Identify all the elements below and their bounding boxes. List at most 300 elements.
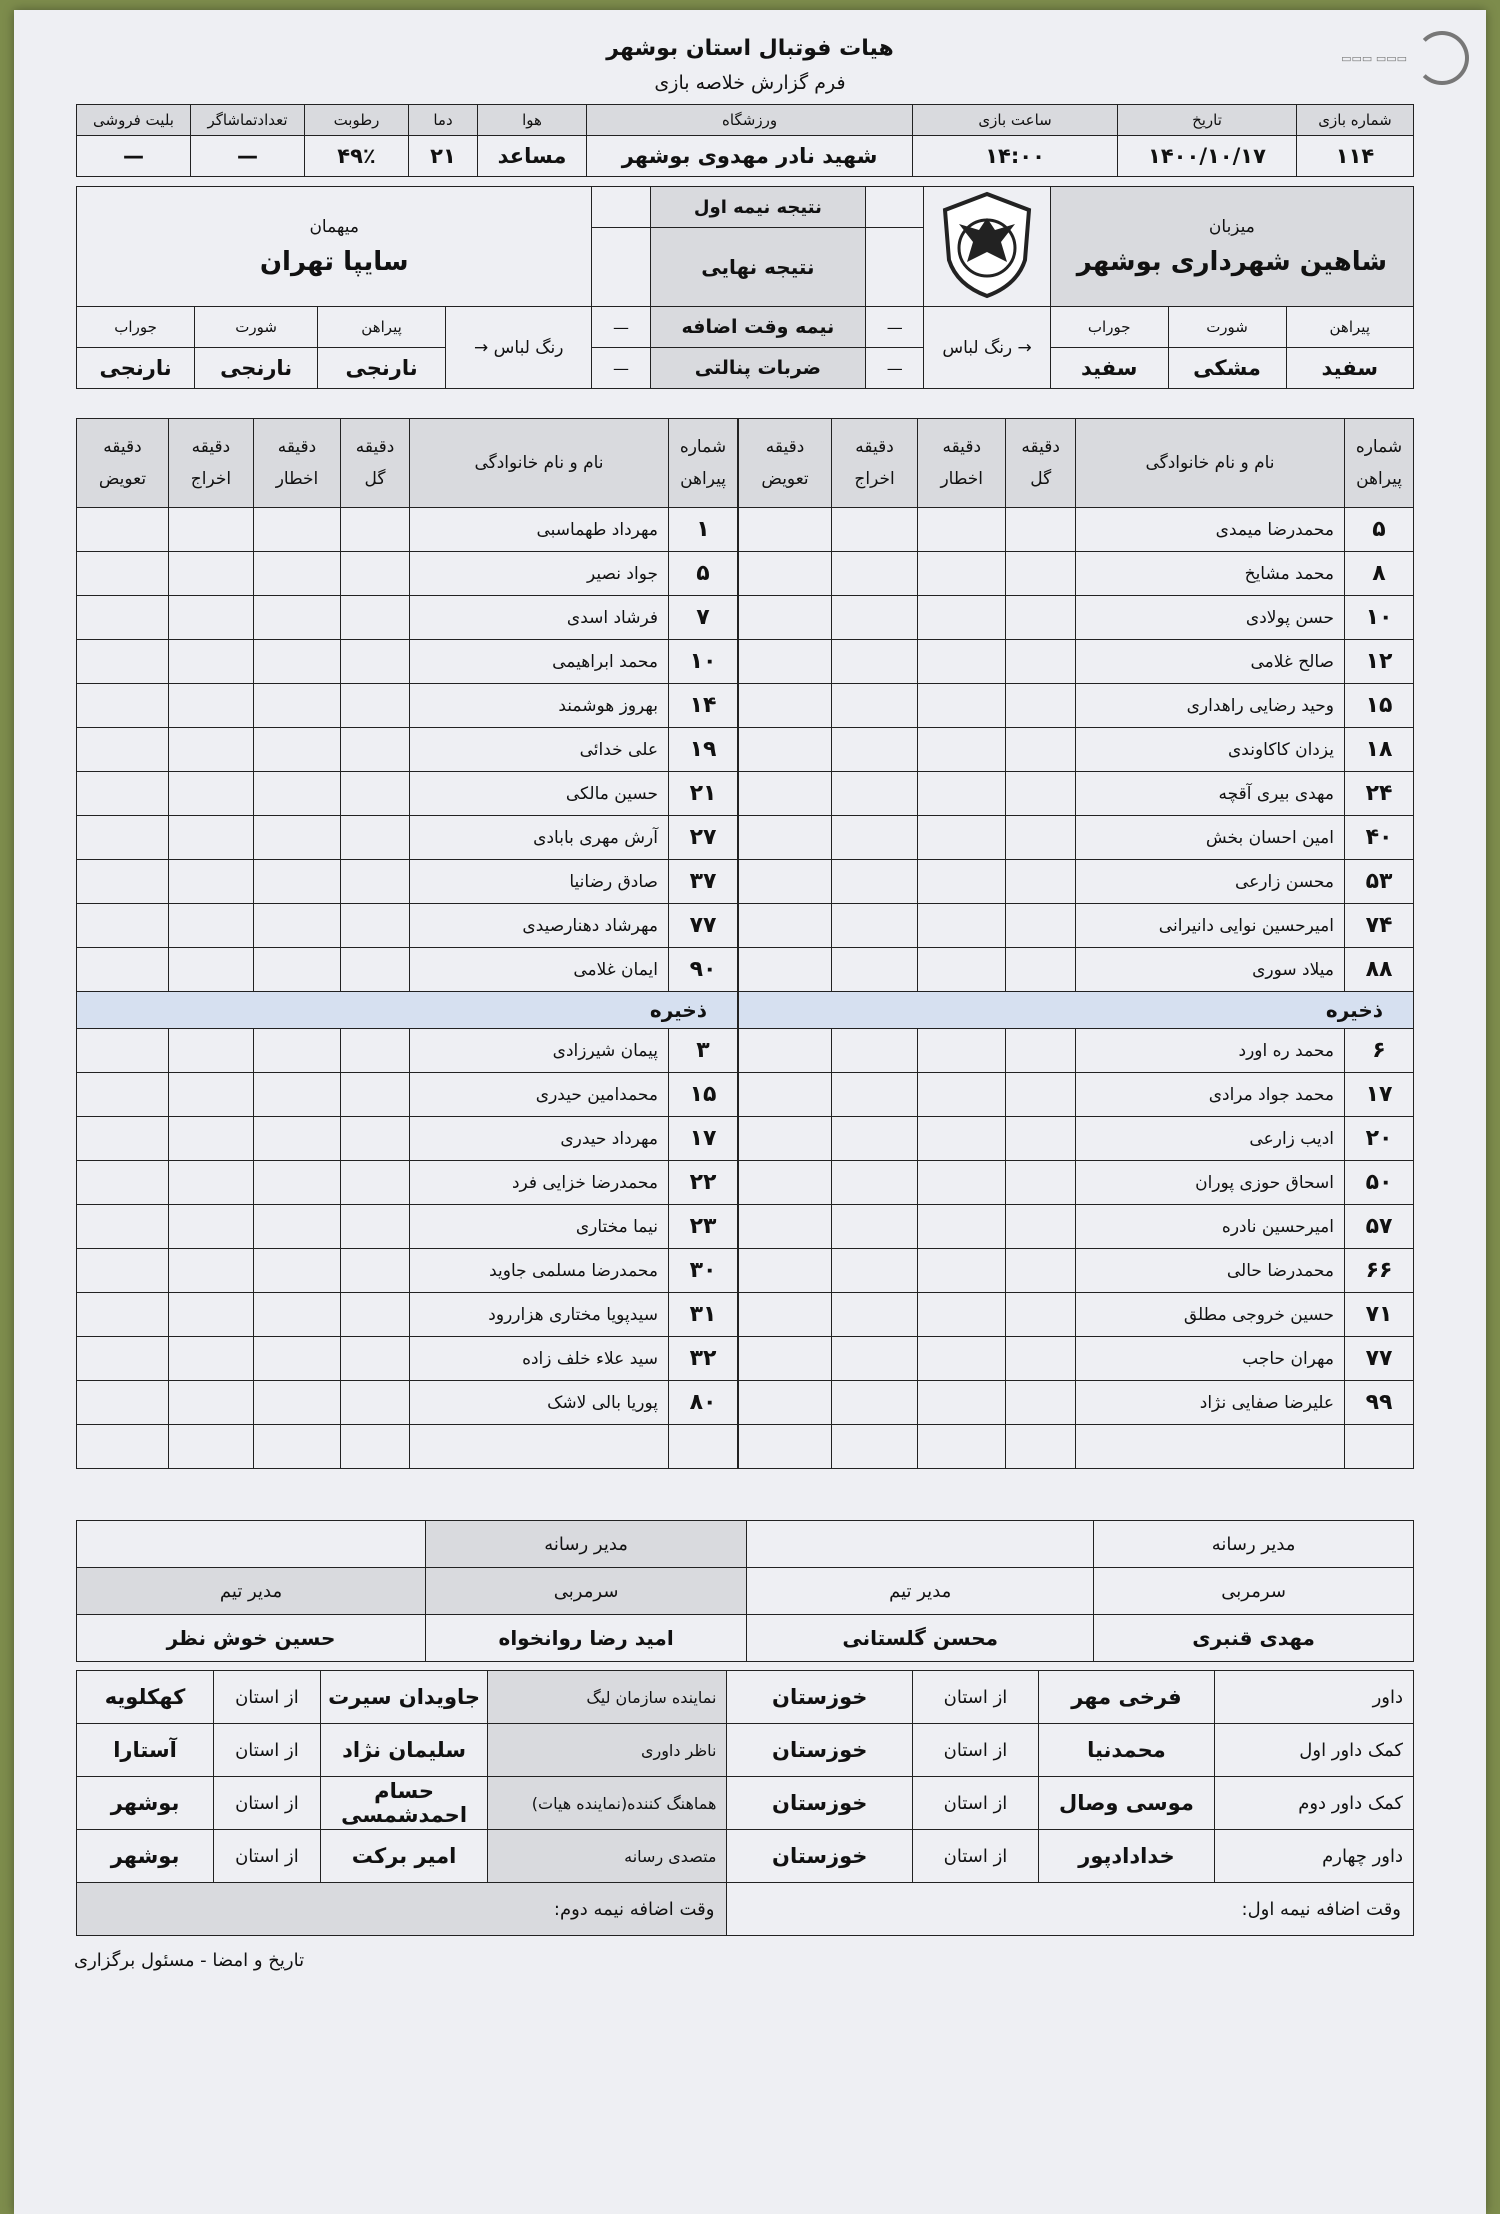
table-row bbox=[77, 508, 738, 552]
guest-sub-minute bbox=[77, 684, 169, 728]
guest-jersey-number: ۲۱ bbox=[669, 772, 738, 816]
guest-reserve-player-name: مهرداد حیدری bbox=[410, 1117, 669, 1161]
table-row bbox=[739, 816, 1414, 860]
guest-sub-minute bbox=[77, 552, 169, 596]
host-manager-label: مدیر تیم bbox=[747, 1568, 1094, 1615]
guest-goal-minute bbox=[341, 904, 410, 948]
guest-sub-minute bbox=[77, 640, 169, 684]
from-province-label: از استان bbox=[913, 1777, 1039, 1830]
guest-goal-minute bbox=[341, 640, 410, 684]
host-reserve-sub-minute bbox=[739, 1249, 832, 1293]
guest-reserve-player-name: پیمان شیرزادی bbox=[410, 1029, 669, 1073]
host-media-manager-label: مدیر رسانه bbox=[1094, 1521, 1414, 1568]
host-reserve-jersey-number: ۵۰ bbox=[1345, 1161, 1414, 1205]
official-role: کمک داور اول bbox=[1214, 1724, 1413, 1777]
guest-reserve-player-name: پوریا بالی لاشک bbox=[410, 1381, 669, 1425]
host-reserve-warn-minute bbox=[918, 1205, 1006, 1249]
guest-warn-minute bbox=[253, 728, 340, 772]
host-goal-minute bbox=[1006, 816, 1076, 860]
signature-line: تاریخ و امضا - مسئول برگزاری bbox=[74, 1950, 305, 1971]
guest-reserve-warn-minute bbox=[253, 1425, 340, 1469]
guest-reserve-player-name: محمدرضا مسلمی جاوید bbox=[410, 1249, 669, 1293]
guest-reserve-goal-minute bbox=[341, 1161, 410, 1205]
host-reserve-jersey-number: ۱۷ bbox=[1345, 1073, 1414, 1117]
guest-socks-value: نارنجی bbox=[77, 348, 195, 389]
guest-sub-minute bbox=[77, 904, 169, 948]
guest-media-manager-value bbox=[77, 1521, 426, 1568]
official-province: کهکلویه bbox=[77, 1671, 214, 1724]
host-reserve-goal-minute bbox=[1006, 1293, 1076, 1337]
host-reserve-sub-minute bbox=[739, 1161, 832, 1205]
host-reserve-expel-minute bbox=[832, 1161, 918, 1205]
host-sub-minute bbox=[739, 816, 832, 860]
pen-host-score: — bbox=[866, 348, 924, 389]
guest-sub-minute bbox=[77, 596, 169, 640]
form-title: فرم گزارش خلاصه بازی bbox=[654, 72, 846, 94]
host-player-name: یزدان کاکاوندی bbox=[1076, 728, 1345, 772]
host-expel-minute bbox=[832, 728, 918, 772]
official-name: محمدنیا bbox=[1038, 1724, 1214, 1777]
match-info-table bbox=[76, 104, 1414, 177]
table-row bbox=[739, 684, 1414, 728]
guest-expel-minute bbox=[168, 816, 253, 860]
table-row bbox=[77, 1161, 738, 1205]
host-expel-minute bbox=[832, 552, 918, 596]
table-row bbox=[77, 1425, 738, 1469]
host-coach-label: سرمربی bbox=[1094, 1568, 1414, 1615]
guest-reserve-jersey-number: ۲۳ bbox=[669, 1205, 738, 1249]
guest-warn-minute bbox=[253, 948, 340, 992]
table-row bbox=[77, 772, 738, 816]
guest-goal-header: دقیقه گل bbox=[341, 419, 410, 508]
table-row bbox=[77, 816, 738, 860]
host-reserve-player-name: حسین خروجی مطلق bbox=[1076, 1293, 1345, 1337]
table-row bbox=[739, 860, 1414, 904]
host-jersey-number: ۸ bbox=[1345, 552, 1414, 596]
guest-reserve-expel-minute bbox=[168, 1293, 253, 1337]
final-result-label: نتیجه نهایی bbox=[650, 228, 865, 307]
host-socks-label: جوراب bbox=[1050, 307, 1168, 348]
host-reserve-jersey-number: ۵۷ bbox=[1345, 1205, 1414, 1249]
guest-reserve-goal-minute bbox=[341, 1117, 410, 1161]
stadium-value: شهید نادر مهدوی بوشهر bbox=[587, 136, 913, 177]
guest-reserve-goal-minute bbox=[341, 1337, 410, 1381]
guest-reserve-sub-minute bbox=[77, 1381, 169, 1425]
table-row bbox=[77, 684, 738, 728]
added-time-second-half: وقت اضافه نیمه دوم: bbox=[77, 1883, 727, 1936]
host-jersey-number: ۵۳ bbox=[1345, 860, 1414, 904]
host-reserve-sub-minute bbox=[739, 1381, 832, 1425]
host-warn-minute bbox=[918, 640, 1006, 684]
guest-jersey-number: ۵ bbox=[669, 552, 738, 596]
guest-reserve-sub-minute bbox=[77, 1293, 169, 1337]
host-reserve-expel-minute bbox=[832, 1381, 918, 1425]
table-row bbox=[739, 508, 1414, 552]
guest-kit-arrow: رنگ لباس → bbox=[445, 307, 592, 389]
host-warn-minute bbox=[918, 552, 1006, 596]
host-player-name: محمدرضا میمدی bbox=[1076, 508, 1345, 552]
host-jersey-number: ۱۸ bbox=[1345, 728, 1414, 772]
guest-player-name: مهرداد طهماسبی bbox=[410, 508, 669, 552]
guest-reserve-jersey-number: ۸۰ bbox=[669, 1381, 738, 1425]
guest-reserve-player-name: سیدپویا مختاری هزاررود bbox=[410, 1293, 669, 1337]
host-reserve-warn-minute bbox=[918, 1249, 1006, 1293]
host-reserve-jersey-number: ۷۱ bbox=[1345, 1293, 1414, 1337]
from-province-label: از استان bbox=[214, 1724, 321, 1777]
host-reserve-expel-minute bbox=[832, 1117, 918, 1161]
guest-reserve-jersey-number: ۳ bbox=[669, 1029, 738, 1073]
official-name: حسام احمدشمسی bbox=[320, 1777, 488, 1830]
guest-expel-minute bbox=[168, 728, 253, 772]
guest-shirt-label: پیراهن bbox=[318, 307, 446, 348]
table-row bbox=[77, 1205, 738, 1249]
table-row bbox=[77, 1249, 738, 1293]
host-reserve-player-name: محمد ره اورد bbox=[1076, 1029, 1345, 1073]
host-reserve-expel-minute bbox=[832, 1029, 918, 1073]
host-warn-minute bbox=[918, 816, 1006, 860]
logo-caption-icon: ▭▭▭ ▭▭▭ bbox=[1341, 51, 1407, 65]
stadium-label: ورزشگاه bbox=[587, 105, 913, 136]
host-coach-name: مهدی قنبری bbox=[1094, 1615, 1414, 1662]
guest-sub-minute bbox=[77, 948, 169, 992]
time-value: ۱۴:۰۰ bbox=[913, 136, 1118, 177]
guest-reserve-sub-minute bbox=[77, 1161, 169, 1205]
official-name: امیر برکت bbox=[320, 1830, 488, 1883]
guest-expel-minute bbox=[168, 508, 253, 552]
table-row bbox=[739, 1161, 1414, 1205]
host-goal-minute bbox=[1006, 860, 1076, 904]
host-socks-value: سفید bbox=[1050, 348, 1168, 389]
table-row bbox=[77, 1777, 1414, 1830]
host-player-name: حسن پولادی bbox=[1076, 596, 1345, 640]
guest-reserve-goal-minute bbox=[341, 1381, 410, 1425]
table-row bbox=[77, 1293, 738, 1337]
host-reserve-goal-minute bbox=[1006, 1337, 1076, 1381]
host-warn-minute bbox=[918, 728, 1006, 772]
host-reserve-player-name: محمد جواد مرادی bbox=[1076, 1073, 1345, 1117]
host-warn-minute bbox=[918, 860, 1006, 904]
guest-reserve-goal-minute bbox=[341, 1425, 410, 1469]
date-value: ۱۴۰۰/۱۰/۱۷ bbox=[1118, 136, 1297, 177]
host-reserve-jersey-number: ۷۷ bbox=[1345, 1337, 1414, 1381]
guest-goal-minute bbox=[341, 552, 410, 596]
host-expel-minute bbox=[832, 640, 918, 684]
guest-reserve-goal-minute bbox=[341, 1205, 410, 1249]
host-warn-minute bbox=[918, 684, 1006, 728]
guest-reserve-player-name: نیما مختاری bbox=[410, 1205, 669, 1249]
host-jersey-number: ۸۸ bbox=[1345, 948, 1414, 992]
host-warn-minute bbox=[918, 596, 1006, 640]
guest-reserve-expel-minute bbox=[168, 1073, 253, 1117]
host-reserve-jersey-number: ۶۶ bbox=[1345, 1249, 1414, 1293]
guest-reserve-player-name: محمدرضا خزایی فرد bbox=[410, 1161, 669, 1205]
from-province-label: از استان bbox=[214, 1830, 321, 1883]
guest-shorts-value: نارنجی bbox=[195, 348, 318, 389]
host-reserve-goal-minute bbox=[1006, 1205, 1076, 1249]
host-team-name: شاهین شهرداری بوشهر bbox=[1076, 246, 1388, 277]
guest-reserve-warn-minute bbox=[253, 1249, 340, 1293]
host-goal-minute bbox=[1006, 596, 1076, 640]
guest-reserve-warn-minute bbox=[253, 1205, 340, 1249]
official-province: خوزستان bbox=[727, 1830, 913, 1883]
guest-reserve-jersey-number bbox=[669, 1425, 738, 1469]
host-reserve-warn-minute bbox=[918, 1029, 1006, 1073]
table-row bbox=[77, 640, 738, 684]
host-sub-header: دقیقه تعویض bbox=[739, 419, 832, 508]
host-reserve-jersey-number: ۹۹ bbox=[1345, 1381, 1414, 1425]
table-row bbox=[739, 1205, 1414, 1249]
from-province-label: از استان bbox=[913, 1671, 1039, 1724]
host-expel-header: دقیقه اخراج bbox=[832, 419, 918, 508]
guest-roster-table bbox=[76, 418, 738, 1469]
host-reserve-expel-minute bbox=[832, 1293, 918, 1337]
guest-reserve-sub-minute bbox=[77, 1029, 169, 1073]
host-player-name: صالح غلامی bbox=[1076, 640, 1345, 684]
official-province: بوشهر bbox=[77, 1777, 214, 1830]
guest-expel-minute bbox=[168, 596, 253, 640]
host-reserve-expel-minute bbox=[832, 1425, 918, 1469]
guest-warn-header: دقیقه اخطار bbox=[253, 419, 340, 508]
table-row bbox=[77, 904, 738, 948]
table-row bbox=[739, 904, 1414, 948]
host-goal-minute bbox=[1006, 728, 1076, 772]
crest-cell bbox=[924, 187, 1051, 307]
guest-sub-minute bbox=[77, 728, 169, 772]
host-sub-minute bbox=[739, 640, 832, 684]
guest-player-name: جواد نصیر bbox=[410, 552, 669, 596]
tickets-value: — bbox=[77, 136, 191, 177]
guest-reserve-expel-minute bbox=[168, 1117, 253, 1161]
host-jersey-number: ۱۵ bbox=[1345, 684, 1414, 728]
official-province: بوشهر bbox=[77, 1830, 214, 1883]
host-sub-minute bbox=[739, 508, 832, 552]
official-name: موسی وصال bbox=[1038, 1777, 1214, 1830]
guest-reserve-sub-minute bbox=[77, 1249, 169, 1293]
host-player-name: مهدی بیری آقچه bbox=[1076, 772, 1345, 816]
table-row bbox=[77, 728, 738, 772]
guest-reserve-expel-minute bbox=[168, 1425, 253, 1469]
host-reserve-player-name: علیرضا صفایی نژاد bbox=[1076, 1381, 1345, 1425]
host-reserve-goal-minute bbox=[1006, 1249, 1076, 1293]
guest-reserve-sub-minute bbox=[77, 1337, 169, 1381]
guest-reserve-warn-minute bbox=[253, 1117, 340, 1161]
host-expel-minute bbox=[832, 684, 918, 728]
host-roster-table bbox=[738, 418, 1414, 1469]
guest-media-manager-label: مدیر رسانه bbox=[426, 1521, 747, 1568]
guest-player-name: فرشاد اسدی bbox=[410, 596, 669, 640]
guest-player-name: بهروز هوشمند bbox=[410, 684, 669, 728]
host-warn-minute bbox=[918, 904, 1006, 948]
host-shorts-value: مشکی bbox=[1168, 348, 1286, 389]
official-role: داور bbox=[1214, 1671, 1413, 1724]
guest-warn-minute bbox=[253, 684, 340, 728]
host-reserve-goal-minute bbox=[1006, 1161, 1076, 1205]
host-player-name: محسن زارعی bbox=[1076, 860, 1345, 904]
extra-host-score: — bbox=[866, 307, 924, 348]
host-reserve-player-name bbox=[1076, 1425, 1345, 1469]
host-reserve-player-name: مهران حاجب bbox=[1076, 1337, 1345, 1381]
host-reserve-warn-minute bbox=[918, 1073, 1006, 1117]
guest-jersey-number: ۲۷ bbox=[669, 816, 738, 860]
table-row bbox=[739, 640, 1414, 684]
final-guest-score bbox=[592, 228, 650, 307]
official-name: فرخی مهر bbox=[1038, 1671, 1214, 1724]
guest-reserve-expel-minute bbox=[168, 1205, 253, 1249]
guest-player-name: مهرشاد دهنارصیدی bbox=[410, 904, 669, 948]
guest-warn-minute bbox=[253, 772, 340, 816]
official-name: سلیمان نژاد bbox=[320, 1724, 488, 1777]
official-name: جاویدان سیرت bbox=[320, 1671, 488, 1724]
host-player-name: وحید رضایی راهداری bbox=[1076, 684, 1345, 728]
table-row bbox=[77, 1830, 1414, 1883]
guest-sub-minute bbox=[77, 860, 169, 904]
guest-reserve-goal-minute bbox=[341, 1029, 410, 1073]
guest-jersey-number: ۷۷ bbox=[669, 904, 738, 948]
table-row bbox=[739, 1073, 1414, 1117]
guest-goal-minute bbox=[341, 728, 410, 772]
tickets-label: بلیت فروشی bbox=[77, 105, 191, 136]
guest-sub-minute bbox=[77, 508, 169, 552]
table-row bbox=[739, 552, 1414, 596]
host-shirt-label: پیراهن bbox=[1286, 307, 1413, 348]
host-player-name: امین احسان بخش bbox=[1076, 816, 1345, 860]
guest-warn-minute bbox=[253, 596, 340, 640]
guest-sub-minute bbox=[77, 772, 169, 816]
official-role: کمک داور دوم bbox=[1214, 1777, 1413, 1830]
table-row bbox=[739, 1117, 1414, 1161]
final-host-score bbox=[866, 228, 924, 307]
guest-socks-label: جوراب bbox=[77, 307, 195, 348]
host-sub-minute bbox=[739, 596, 832, 640]
guest-goal-minute bbox=[341, 596, 410, 640]
host-jersey-number: ۵ bbox=[1345, 508, 1414, 552]
table-row bbox=[739, 948, 1414, 992]
host-jersey-number: ۷۴ bbox=[1345, 904, 1414, 948]
host-sub-minute bbox=[739, 772, 832, 816]
guest-jersey-number: ۱۴ bbox=[669, 684, 738, 728]
official-role: هماهنگ کننده(نماینده هیات) bbox=[488, 1777, 727, 1830]
host-expel-minute bbox=[832, 772, 918, 816]
guest-reserve-expel-minute bbox=[168, 1249, 253, 1293]
added-time-first-half: وقت اضافه نیمه اول: bbox=[727, 1883, 1414, 1936]
from-province-label: از استان bbox=[913, 1724, 1039, 1777]
guest-reserve-sub-minute bbox=[77, 1425, 169, 1469]
guest-team-name: سایپا تهران bbox=[259, 246, 409, 277]
table-row bbox=[77, 1337, 738, 1381]
host-player-name: میلاد سوری bbox=[1076, 948, 1345, 992]
table-row bbox=[77, 1029, 738, 1073]
host-warn-header: دقیقه اخطار bbox=[918, 419, 1006, 508]
guest-jersey-number: ۱۹ bbox=[669, 728, 738, 772]
table-row bbox=[739, 728, 1414, 772]
guest-expel-minute bbox=[168, 640, 253, 684]
guest-reserve-player-name bbox=[410, 1425, 669, 1469]
guest-jersey-number: ۱ bbox=[669, 508, 738, 552]
spectators-label: تعدادتماشاگر bbox=[191, 105, 305, 136]
host-reserve-player-name: امیرحسین نادره bbox=[1076, 1205, 1345, 1249]
teams-table bbox=[76, 186, 1414, 389]
guest-warn-minute bbox=[253, 816, 340, 860]
host-goal-minute bbox=[1006, 508, 1076, 552]
host-goal-header: دقیقه گل bbox=[1006, 419, 1076, 508]
guest-goal-minute bbox=[341, 816, 410, 860]
extra-time-label: نیمه وقت اضافه bbox=[650, 307, 865, 348]
table-row bbox=[739, 772, 1414, 816]
host-expel-minute bbox=[832, 860, 918, 904]
guest-reserve-heading: ذخیره bbox=[77, 992, 738, 1029]
guest-player-name: ایمان غلامی bbox=[410, 948, 669, 992]
organization-title: هیات فوتبال استان بوشهر bbox=[606, 36, 894, 61]
half-guest-score bbox=[592, 187, 650, 228]
host-sub-minute bbox=[739, 684, 832, 728]
host-jersey-number: ۲۴ bbox=[1345, 772, 1414, 816]
guest-goal-minute bbox=[341, 508, 410, 552]
guest-expel-minute bbox=[168, 552, 253, 596]
guest-reserve-goal-minute bbox=[341, 1293, 410, 1337]
guest-reserve-expel-minute bbox=[168, 1161, 253, 1205]
humidity-value: ۴۹٪ bbox=[305, 136, 409, 177]
guest-sub-header: دقیقه تعویض bbox=[77, 419, 169, 508]
guest-reserve-warn-minute bbox=[253, 1073, 340, 1117]
host-player-name: محمد مشایخ bbox=[1076, 552, 1345, 596]
guest-sub-minute bbox=[77, 816, 169, 860]
table-row bbox=[77, 948, 738, 992]
host-shirt-value: سفید bbox=[1286, 348, 1413, 389]
host-reserve-warn-minute bbox=[918, 1381, 1006, 1425]
guest-reserve-jersey-number: ۱۷ bbox=[669, 1117, 738, 1161]
spectators-value: — bbox=[191, 136, 305, 177]
table-row bbox=[77, 1724, 1414, 1777]
host-jersey-number: ۴۰ bbox=[1345, 816, 1414, 860]
guest-coach-label: سرمربی bbox=[426, 1568, 747, 1615]
guest-reserve-expel-minute bbox=[168, 1337, 253, 1381]
host-reserve-sub-minute bbox=[739, 1337, 832, 1381]
guest-expel-minute bbox=[168, 684, 253, 728]
host-reserve-warn-minute bbox=[918, 1337, 1006, 1381]
table-row bbox=[739, 1425, 1414, 1469]
table-row bbox=[739, 1381, 1414, 1425]
guest-reserve-jersey-number: ۳۰ bbox=[669, 1249, 738, 1293]
table-row bbox=[77, 1671, 1414, 1724]
guest-player-name: حسین مالکی bbox=[410, 772, 669, 816]
guest-jersey-number: ۹۰ bbox=[669, 948, 738, 992]
match-report-sheet bbox=[14, 10, 1486, 2214]
guest-jersey-number: ۷ bbox=[669, 596, 738, 640]
table-row bbox=[739, 1293, 1414, 1337]
match-no-label: شماره بازی bbox=[1297, 105, 1414, 136]
table-row bbox=[77, 1117, 738, 1161]
official-name: خدادادپور bbox=[1038, 1830, 1214, 1883]
guest-warn-minute bbox=[253, 860, 340, 904]
host-shorts-label: شورت bbox=[1168, 307, 1286, 348]
guest-shorts-label: شورت bbox=[195, 307, 318, 348]
guest-reserve-player-name: سید علاء خلف زاده bbox=[410, 1337, 669, 1381]
guest-reserve-warn-minute bbox=[253, 1337, 340, 1381]
guest-goal-minute bbox=[341, 860, 410, 904]
guest-reserve-sub-minute bbox=[77, 1073, 169, 1117]
guest-expel-header: دقیقه اخراج bbox=[168, 419, 253, 508]
official-role: ناظر داوری bbox=[488, 1724, 727, 1777]
official-province: آستارا bbox=[77, 1724, 214, 1777]
match-no-value: ۱۱۴ bbox=[1297, 136, 1414, 177]
table-row bbox=[739, 1029, 1414, 1073]
host-reserve-goal-minute bbox=[1006, 1381, 1076, 1425]
host-kit-arrow: → رنگ لباس bbox=[924, 307, 1051, 389]
half-host-score bbox=[866, 187, 924, 228]
host-reserve-sub-minute bbox=[739, 1205, 832, 1249]
official-province: خوزستان bbox=[727, 1671, 913, 1724]
host-reserve-warn-minute bbox=[918, 1425, 1006, 1469]
